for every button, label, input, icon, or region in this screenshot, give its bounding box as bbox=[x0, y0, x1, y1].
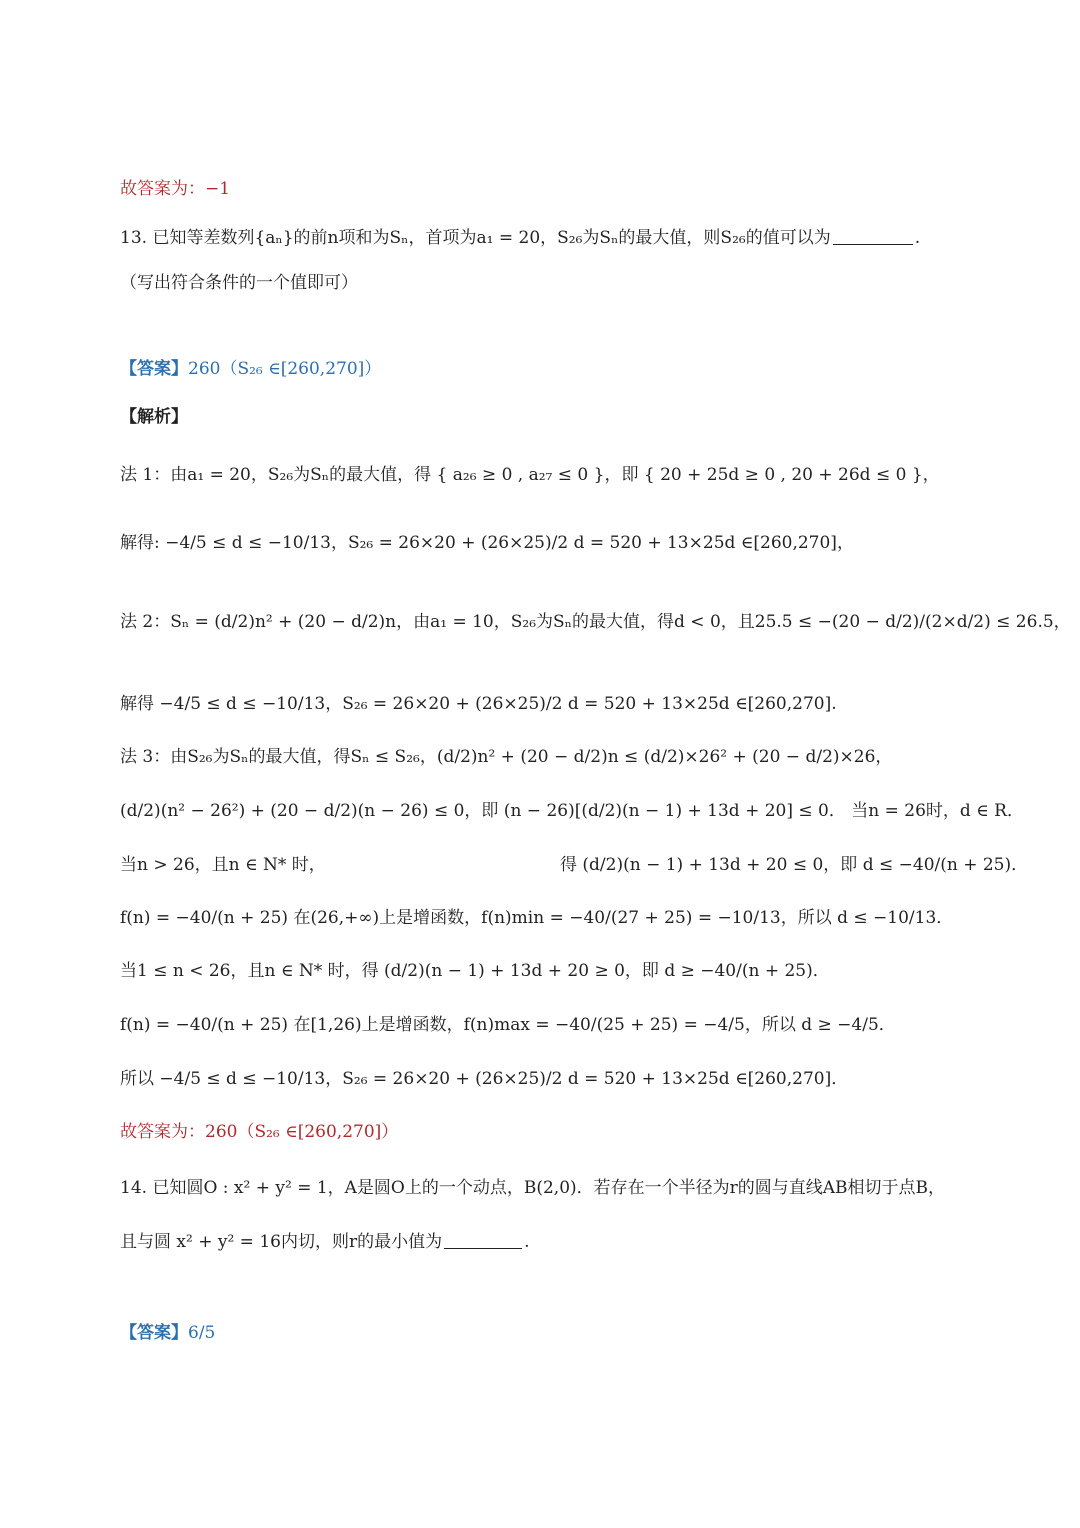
question-14-period: . bbox=[524, 1232, 530, 1252]
question-14-text: 且与圆 x² + y² = 16内切，则r的最小值为 bbox=[120, 1232, 443, 1252]
analysis-label: 【解析】 bbox=[120, 407, 188, 427]
answer-label: 【答案】 bbox=[120, 1323, 188, 1343]
question-13-period: . bbox=[914, 228, 921, 248]
question-13-stem bbox=[120, 228, 920, 247]
method-3-line-3b: 得 (d/2)(n − 1) + 13d + 20 ≤ 0，即 d ≤ −40/(n + 25)． bbox=[560, 855, 1029, 875]
method-3-line-6: f(n) = −40/(n + 25) 在[1,26)上是增函数，f(n)max = −40/(25 + 25) = −4/5，所以 d ≥ −4/5． bbox=[120, 1015, 896, 1035]
method-3-line-4: f(n) = −40/(n + 25) 在(26,+∞)上是增函数，f(n)min = −40/(27 + 25) = −10/13，所以 d ≤ −10/13． bbox=[120, 908, 954, 928]
question-14-line-1: 14. 已知圆O : x² + y² = 1，A是圆O上的一个动点，B(2,0)．若存在一个半径为r的圆与直线AB相切于点B， bbox=[120, 1178, 946, 1198]
answer-label: 【答案】 bbox=[120, 359, 188, 379]
answer-value: 6/5 bbox=[188, 1323, 216, 1343]
question-13-text: 13. 已知等差数列{aₙ}的前n项和为Sₙ，首项为a₁ = 20，S₂₆为Sₙ的最大值，则S₂₆的值可以为 bbox=[120, 228, 831, 248]
question-13-conclusion: 故答案为：260（S₂₆ ∈[260,270]） bbox=[120, 1122, 399, 1142]
method-3-line-5: 当1 ≤ n < 26，且n ∈ N* 时，得 (d/2)(n − 1) + 13d + 20 ≥ 0，即 d ≥ −40/(n + 25)． bbox=[120, 961, 830, 981]
question-14-line-2 bbox=[120, 1232, 530, 1251]
answer-blank bbox=[444, 1232, 522, 1249]
method-2-line-1: 法 2：Sₙ = (d/2)n² + (20 − d/2)n，由a₁ = 10，S₂₆为Sₙ的最大值，得d < 0，且25.5 ≤ −(20 − d/2)/(2×d/2) ≤ 26.5， bbox=[120, 612, 1071, 632]
answer-blank bbox=[833, 228, 913, 245]
method-3-line-2: (d/2)(n² − 26²) + (20 − d/2)(n − 26) ≤ 0，即 (n − 26)[(d/2)(n − 1) + 13d + 20] ≤ 0． 当n = 26时，d ∈ R． bbox=[120, 801, 1024, 821]
method-2-line-2: 解得 −4/5 ≤ d ≤ −10/13，S₂₆ = 26×20 + (26×25)/2 d = 520 + 13×25d ∈[260,270]. bbox=[120, 694, 837, 714]
method-3-line-3a: 当n > 26，且n ∈ N* 时， bbox=[120, 855, 326, 875]
method-3-line-7: 所以 −4/5 ≤ d ≤ −10/13，S₂₆ = 26×20 + (26×25)/2 d = 520 + 13×25d ∈[260,270]． bbox=[120, 1069, 849, 1089]
answer-value: 260（S₂₆ ∈[260,270]） bbox=[188, 359, 382, 379]
question-14-answer bbox=[120, 1325, 215, 1342]
question-13-note: （写出符合条件的一个值即可） bbox=[120, 273, 358, 293]
method-1-line-2: 解得: −4/5 ≤ d ≤ −10/13，S₂₆ = 26×20 + (26×25)/2 d = 520 + 13×25d ∈[260,270]， bbox=[120, 533, 854, 553]
question-13-answer bbox=[120, 361, 381, 378]
method-1-line-1: 法 1：由a₁ = 20，S₂₆为Sₙ的最大值，得 { a₂₆ ≥ 0 , a₂₇ ≤ 0 }，即 { 20 + 25d ≥ 0 , 20 + 26d ≤ 0 }， bbox=[120, 465, 940, 485]
method-3-line-1: 法 3：由S₂₆为Sₙ的最大值，得Sₙ ≤ S₂₆，(d/2)n² + (20 − d/2)n ≤ (d/2)×26² + (20 − d/2)×26， bbox=[120, 747, 893, 767]
previous-conclusion: 故答案为：−1 bbox=[120, 179, 231, 199]
